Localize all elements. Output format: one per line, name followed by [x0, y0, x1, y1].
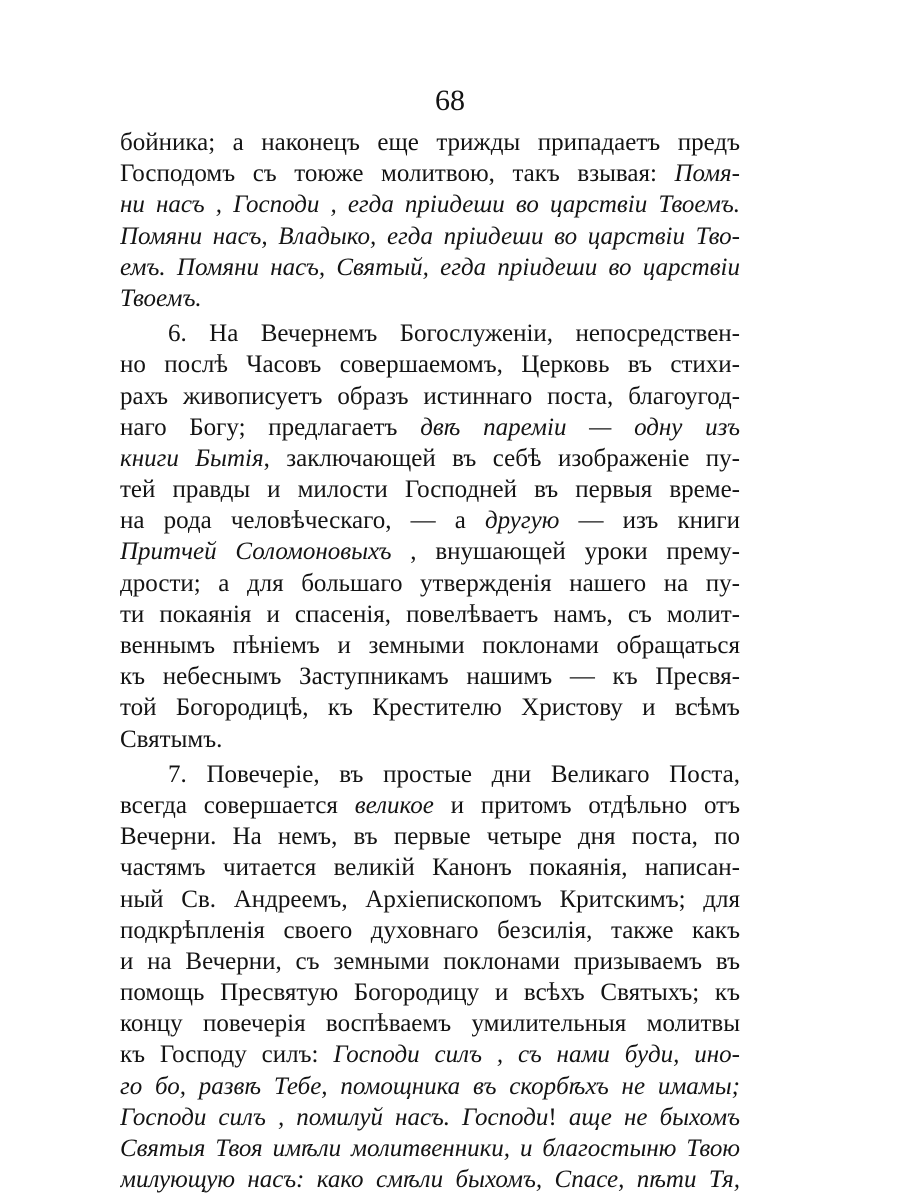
italic-text: го бо, развѣ Тебе, помощника въ скорбѣхъ не имамы;	[120, 1072, 740, 1100]
text-line	[120, 915, 740, 946]
text-line	[120, 505, 740, 536]
text-line	[120, 318, 740, 349]
italic-text: Помяни насъ, Владыко, егда пріидеши во царствіи Тво-	[120, 222, 740, 250]
text-line	[120, 1039, 740, 1070]
text-line	[120, 661, 740, 692]
text-line	[120, 599, 740, 630]
text-line	[120, 1164, 740, 1195]
italic-text: книги Бытія	[120, 444, 264, 472]
text-segment: концу повечерія воспѣваемъ умилительныя молитвы	[120, 1010, 740, 1038]
text-segment: подкрѣпленія своего духовнаго безсилія, также какъ	[120, 916, 740, 944]
italic-text: милующую насъ: како смѣли быхомъ, Спасе, пѣти Тя,	[120, 1166, 740, 1194]
text-segment: частямъ читается великій Канонъ покаянія, написан-	[120, 854, 740, 882]
text-line	[120, 692, 740, 723]
text-segment: дрости; а для большаго утвержденія нашего на пу-	[120, 569, 740, 597]
text-segment: — изъ книги	[559, 507, 740, 535]
italic-text: аще не быхомъ	[568, 1103, 740, 1131]
text-segment: къ Господу силъ:	[120, 1041, 334, 1069]
text-line	[120, 1102, 740, 1133]
text-line	[120, 536, 740, 567]
text-line	[120, 252, 740, 283]
italic-text: великое	[354, 791, 434, 819]
text-line	[120, 283, 740, 314]
text-line	[120, 189, 740, 220]
italic-text: двѣ пареміи — одну изъ	[420, 413, 740, 441]
text-segment: рахъ живописуетъ образъ истиннаго поста, благоугод-	[120, 382, 740, 410]
text-line	[120, 630, 740, 661]
text-line	[120, 821, 740, 852]
text-segment: веннымъ пѣніемъ и земными поклонами обращаться	[120, 632, 740, 659]
text-line	[120, 1071, 740, 1102]
italic-text: емъ. Помяни насъ, Святый, егда пріидеши во царствіи	[120, 253, 740, 281]
text-segment: , заключающей въ себѣ изображеніе пу-	[263, 444, 740, 472]
text-segment: всегда совершается	[120, 791, 355, 819]
italic-text: Твоемъ.	[120, 284, 202, 312]
text-line	[120, 412, 740, 443]
text-line	[120, 790, 740, 821]
italic-text: другую	[484, 507, 560, 535]
text-segment: тей правды и милости Господней въ первыя време-	[120, 476, 740, 504]
text-line	[120, 724, 740, 755]
text-line	[120, 158, 740, 189]
text-line	[120, 443, 740, 474]
text-line	[120, 884, 740, 915]
text-segment: Святымъ.	[120, 725, 223, 753]
text-segment: бойника; а наконецъ еще трижды припадаетъ предъ	[120, 129, 740, 156]
text-line	[120, 221, 740, 252]
italic-text: Помя-	[674, 160, 740, 188]
text-segment: !	[548, 1103, 569, 1131]
text-segment: ти покаянія и спасенія, повелѣваетъ намъ, съ молит-	[120, 600, 740, 628]
text-segment: 6. На Вечернемъ Богослуженіи, непосредствен-	[168, 320, 740, 348]
text-segment: Господомъ съ тоюже молитвою, такъ взывая:	[120, 160, 675, 188]
page-number: 68	[435, 84, 465, 117]
text-segment: и на Вечерни, съ земными поклонами призываемъ въ	[120, 947, 740, 975]
text-segment: 7. Повечеріе, въ простые дни Великаго Поста,	[168, 760, 740, 788]
text-segment: но послѣ Часовъ совершаемомъ, Церковь въ стихи-	[120, 351, 740, 379]
text-segment: , внушающей уроки прему-	[391, 538, 740, 566]
text-line	[120, 474, 740, 505]
text-line	[120, 977, 740, 1008]
text-segment: къ небеснымъ Заступникамъ нашимъ — къ Пресвя-	[120, 663, 740, 691]
text-segment: помощь Пресвятую Богородицу и всѣхъ Святыхъ; къ	[120, 979, 740, 1007]
text-line	[120, 1133, 740, 1164]
text-line	[120, 946, 740, 977]
text-segment: на рода человѣческаго, — а	[120, 507, 485, 535]
text-line	[120, 759, 740, 790]
text-line	[120, 1008, 740, 1039]
text-line	[120, 852, 740, 883]
italic-text: ни насъ , Господи , егда пріидеши во царствіи Твоемъ.	[120, 191, 740, 219]
text-segment: той Богородицѣ, къ Крестителю Христову и всѣмъ	[120, 694, 740, 722]
text-line	[120, 127, 740, 158]
text-line	[120, 349, 740, 380]
italic-text: Притчей Соломоновыхъ	[120, 538, 392, 566]
text-segment: и притомъ отдѣльно отъ	[433, 791, 740, 819]
text-segment: Вечерни. На немъ, въ первые четыре дня поста, по	[120, 823, 740, 851]
italic-text: Господи силъ , помилуй насъ. Господи	[120, 1103, 549, 1131]
text-segment: ный Св. Андреемъ, Архіепископомъ Критскимъ; для	[120, 885, 740, 913]
text-line	[120, 568, 740, 599]
italic-text: Господи силъ , съ нами буди, ино-	[333, 1041, 740, 1069]
text-line	[120, 381, 740, 412]
text-segment: наго Богу; предлагаетъ	[120, 413, 421, 441]
body-text	[120, 127, 740, 1195]
italic-text: Святыя Твоя имѣли молитвенники, и благостыню Твою	[120, 1135, 740, 1162]
